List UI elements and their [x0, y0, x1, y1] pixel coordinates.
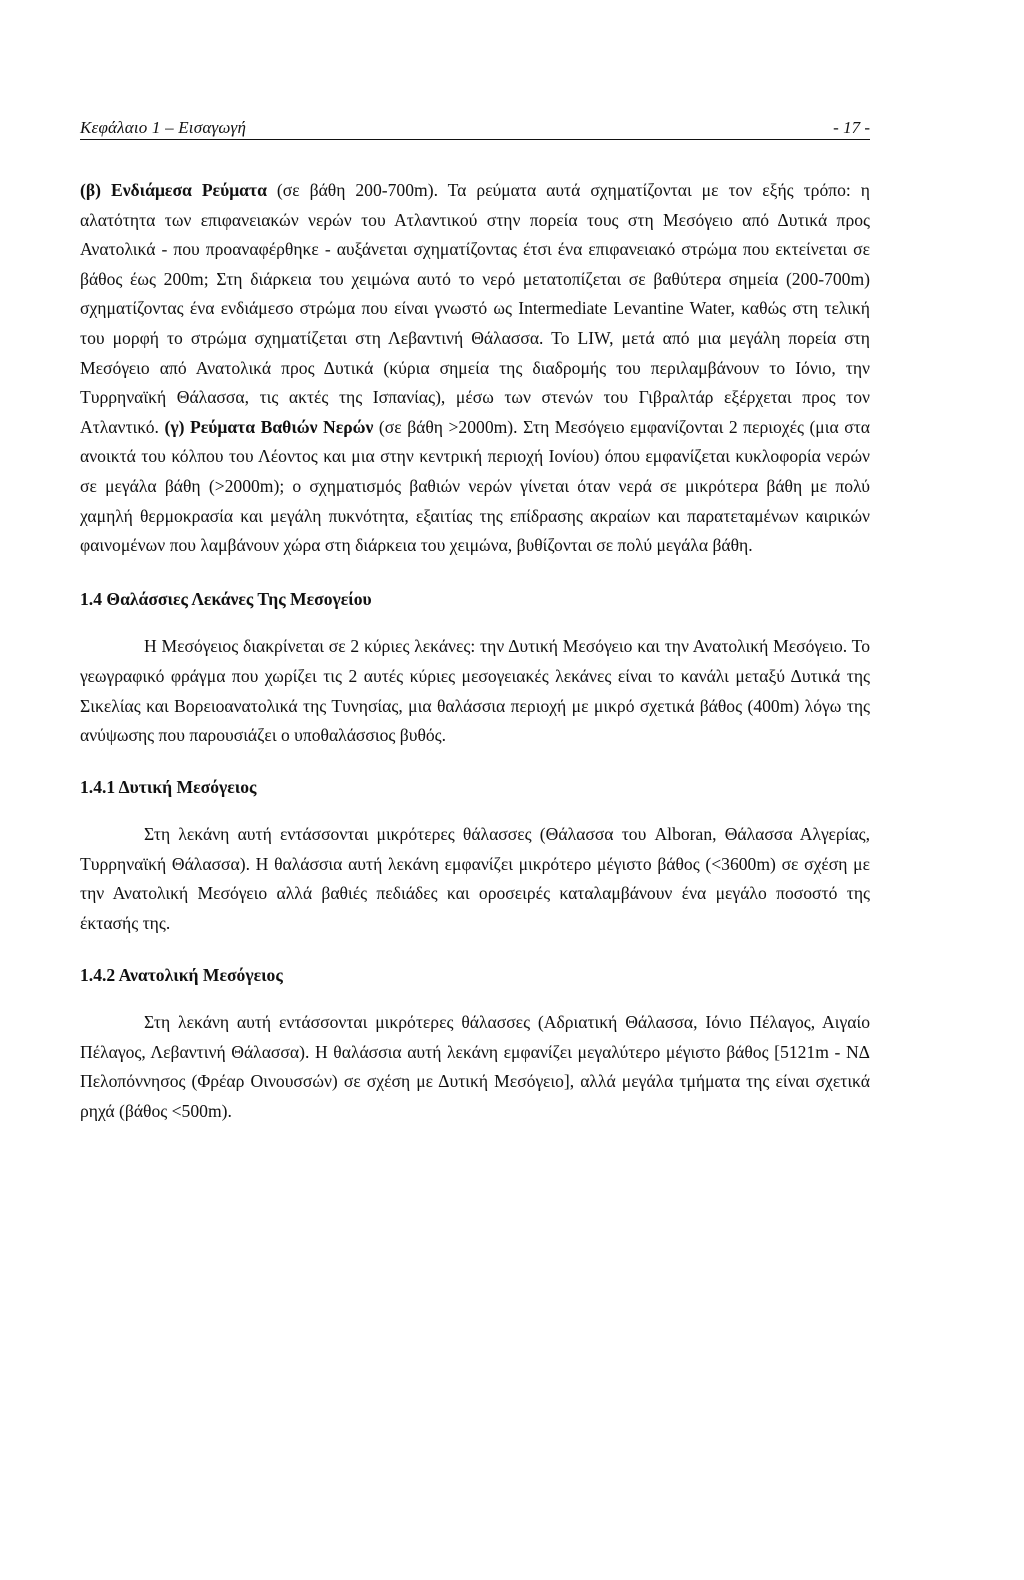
intermediate-currents-text: (σε βάθη 200-700m). Τα ρεύματα αυτά σχηματίζονται με τον εξής τρόπο: η αλατότητα των επιφανειακών νερών του Ατλαντικού στην πορεία τους στη Μεσόγειο από Δυτικά προς Ανατολικά - που προαναφέρθηκε - αυξάνεται σχηματίζοντας έτσι ένα επιφανειακό στρώμα που εκτείνεται σε βάθος έως 200m; Στη διάρκεια του χειμώνα αυτό το νερό μετατοπίζεται σε βαθύτερα σημεία (200-700m) σχηματίζοντας ένα ενδιάμεσο στρώμα που είναι γνωστό ως Intermediate Levantine Water, καθώς στη τελική του μορφή το στρώμα σχηματίζεται στη Λεβαντινή Θάλασσα. Το LIW, μετά από μια μεγάλη πορεία στη Μεσόγειο από Ανατολικά προς Δυτικά (κύρια σημεία της διαδρομής του περιλαμβάνουν το Ιόνιο, την Τυρρηναϊκή Θάλασσα, τις ακτές της Ισπανίας), μέσω των στενών του Γιβραλτάρ εξέρχεται προς τον Ατλαντικό. [80, 180, 870, 437]
paragraph-western-med: Στη λεκάνη αυτή εντάσσονται μικρότερες θάλασσες (Θάλασσα του Alboran, Θάλασσα Αλγερίας, Τυρρηναϊκή Θάλασσα). Η θαλάσσια αυτή λεκάνη εμφανίζει μικρότερο μέγιστο βάθος (<3600m) σε σχέση με την Ανατολική Μεσόγειο αλλά βαθιές πεδιάδες και οροσειρές καταλαμβάνουν ένα μεγάλο ποσοστό της έκτασής της. [80, 824, 870, 934]
page-number: - 17 - [833, 118, 870, 137]
section-heading-1-4: 1.4 Θαλάσσιες Λεκάνες Της Μεσογείου [80, 588, 372, 609]
paragraph-eastern-med: Στη λεκάνη αυτή εντάσσονται μικρότερες θάλασσες (Αδριατική Θάλασσα, Ιόνιο Πέλαγος, Αιγαίο Πέλαγος, Λεβαντινή Θάλασσα). Η θαλάσσια αυτή λεκάνη εμφανίζει μεγαλύτερο μέγιστο βάθος [5121m - ΝΔ Πελοπόννησος (Φρέαρ Οινουσσών) σε σχέση με Δυτική Μεσόγειο], αλλά μεγάλα τμήματα της είναι σχετικά ρηχά (βάθος <500m). [80, 1012, 870, 1122]
body-text [80, 176, 870, 1127]
deep-currents-label: (γ) Ρεύματα Βαθιών Νερών [164, 416, 374, 437]
deep-currents-text: (σε βάθη >2000m). Στη Μεσόγειο εμφανίζονται 2 περιοχές (μια στα ανοικτά του κόλπου του Λέοντος και μια στην κεντρική περιοχή Ιονίου) όπου εμφανίζεται κυκλοφορία νερών σε μεγάλα βάθη (>2000m); ο σχηματισμός βαθιών νερών γίνεται όταν νερά σε μικρότερα βάθη με πολύ χαμηλή θερμοκρασία και μεγάλη πυκνότητα, εξαιτίας της επίδρασης ακραίων και παρατεταμένων καιρικών φαινομένων που λαμβάνουν χώρα στη διάρκεια του χειμώνα, βυθίζονται σε πολύ μεγάλα βάθη. [80, 416, 870, 556]
document-page [80, 118, 870, 1127]
chapter-title: Κεφάλαιο 1 – Εισαγωγή [80, 118, 247, 137]
paragraph-currents [80, 176, 870, 561]
paragraph-basins: Η Μεσόγειος διακρίνεται σε 2 κύριες λεκάνες: την Δυτική Μεσόγειο και την Ανατολική Μεσόγειο. Το γεωγραφικό φράγμα που χωρίζει τις 2 αυτές κύριες μεσογειακές λεκάνες είναι το κανάλι μεταξύ Δυτικά της Σικελίας και Βορειοανατολικά της Τυνησίας, μια θαλάσσια περιοχή με μικρό σχετικά βάθος (400m) λόγω της ανύψωσης που παρουσιάζει ο υποθαλάσσιος βυθός. [80, 636, 870, 746]
running-header [80, 118, 870, 140]
section-heading-1-4-2: 1.4.2 Ανατολική Μεσόγειος [80, 964, 283, 985]
section-heading-1-4-1: 1.4.1 Δυτική Μεσόγειος [80, 776, 257, 797]
intermediate-currents-label: (β) Ενδιάμεσα Ρεύματα [80, 180, 267, 200]
